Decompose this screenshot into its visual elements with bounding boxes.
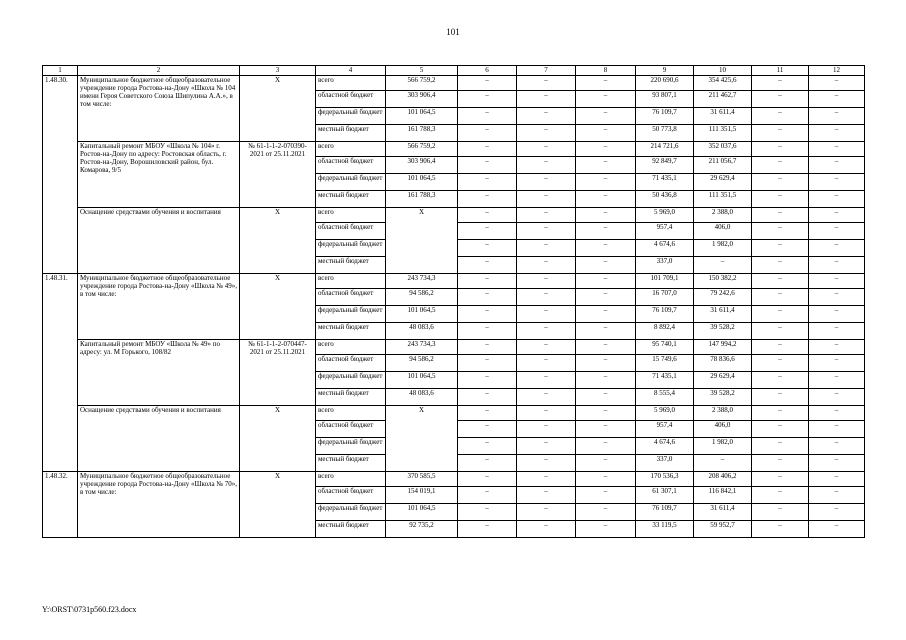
value-cell: – <box>576 472 636 487</box>
budget-type: всего <box>316 406 386 421</box>
item-code: X <box>240 208 316 274</box>
total-cost: 154 019,1 <box>386 487 458 504</box>
value-cell: – <box>576 257 636 274</box>
column-header-7: 7 <box>517 66 576 76</box>
value-cell: – <box>809 389 865 406</box>
value-cell: – <box>576 372 636 389</box>
value-cell: – <box>576 174 636 191</box>
value-cell: – <box>809 191 865 208</box>
value-cell: – <box>809 174 865 191</box>
value-cell: – <box>458 323 517 340</box>
item-name: Оснащение средствами обучения и воспитания <box>78 406 240 472</box>
value-cell: – <box>458 372 517 389</box>
item-code: X <box>240 406 316 472</box>
page-number: 101 <box>446 27 460 37</box>
value-cell: – <box>752 438 809 455</box>
value-cell: 1 982,0 <box>694 240 752 257</box>
value-cell: – <box>517 174 576 191</box>
value-cell: 31 611,4 <box>694 504 752 521</box>
item-name: Муниципальное бюджетное общеобразовательное учреждение города Ростова-на-Дону «Школа № 70», в том числе: <box>78 472 240 538</box>
value-cell: 92 849,7 <box>636 157 694 174</box>
value-cell: 337,0 <box>636 455 694 472</box>
value-cell: – <box>517 91 576 108</box>
column-header-6: 6 <box>458 66 517 76</box>
value-cell: – <box>517 257 576 274</box>
column-header-11: 11 <box>752 66 809 76</box>
table-row <box>43 340 865 355</box>
budget-type: федеральный бюджет <box>316 372 386 389</box>
value-cell: 76 109,7 <box>636 306 694 323</box>
value-cell: – <box>576 76 636 91</box>
total-cost: 48 083,6 <box>386 389 458 406</box>
value-cell: – <box>809 487 865 504</box>
table-row <box>43 274 865 289</box>
value-cell: – <box>576 421 636 438</box>
total-cost: X <box>386 208 458 274</box>
budget-type: федеральный бюджет <box>316 504 386 521</box>
value-cell: 337,0 <box>636 257 694 274</box>
value-cell: 61 307,1 <box>636 487 694 504</box>
value-cell: – <box>458 91 517 108</box>
value-cell: – <box>752 406 809 421</box>
value-cell: – <box>752 125 809 142</box>
value-cell: 101 709,1 <box>636 274 694 289</box>
column-header-2: 2 <box>78 66 240 76</box>
item-code: № 61-1-1-2-070447-2021 от 25.11.2021 <box>240 340 316 406</box>
value-cell: 29 629,4 <box>694 372 752 389</box>
value-cell: – <box>752 372 809 389</box>
value-cell: – <box>576 108 636 125</box>
budget-type: всего <box>316 472 386 487</box>
value-cell: 5 969,0 <box>636 208 694 223</box>
value-cell: 147 994,2 <box>694 340 752 355</box>
value-cell: 352 037,6 <box>694 142 752 157</box>
value-cell: – <box>517 191 576 208</box>
total-cost: 101 064,5 <box>386 504 458 521</box>
value-cell: 406,0 <box>694 421 752 438</box>
budget-type: всего <box>316 208 386 223</box>
total-cost: 161 788,3 <box>386 191 458 208</box>
value-cell: – <box>809 455 865 472</box>
item-code: X <box>240 274 316 340</box>
total-cost: 303 906,4 <box>386 157 458 174</box>
value-cell: – <box>809 521 865 538</box>
value-cell: – <box>458 125 517 142</box>
value-cell: 31 611,4 <box>694 108 752 125</box>
value-cell: – <box>752 257 809 274</box>
value-cell: 220 690,6 <box>636 76 694 91</box>
value-cell: 957,4 <box>636 223 694 240</box>
value-cell: – <box>809 323 865 340</box>
value-cell: 406,0 <box>694 223 752 240</box>
value-cell: – <box>752 306 809 323</box>
value-cell: – <box>576 455 636 472</box>
value-cell: 79 242,6 <box>694 289 752 306</box>
total-cost: 303 906,4 <box>386 91 458 108</box>
value-cell: – <box>517 323 576 340</box>
value-cell: – <box>809 306 865 323</box>
value-cell: – <box>752 355 809 372</box>
value-cell: – <box>517 125 576 142</box>
value-cell: – <box>458 223 517 240</box>
value-cell: – <box>576 142 636 157</box>
value-cell: 93 807,1 <box>636 91 694 108</box>
value-cell: 957,4 <box>636 421 694 438</box>
value-cell: – <box>694 257 752 274</box>
value-cell: – <box>809 372 865 389</box>
value-cell: 78 836,6 <box>694 355 752 372</box>
total-cost: 370 585,5 <box>386 472 458 487</box>
value-cell: 16 707,0 <box>636 289 694 306</box>
column-header-3: 3 <box>240 66 316 76</box>
budget-type: областной бюджет <box>316 421 386 438</box>
column-header-4: 4 <box>316 66 386 76</box>
value-cell: – <box>576 504 636 521</box>
value-cell: – <box>576 438 636 455</box>
value-cell: – <box>517 208 576 223</box>
value-cell: – <box>517 340 576 355</box>
value-cell: – <box>517 240 576 257</box>
value-cell: – <box>458 174 517 191</box>
item-name: Капитальный ремонт МБОУ «Школа № 104» г. Ростов-на-Дону по адресу: Ростовская область, г. Ростов-на-Дону, Ворошиловский район, бул. Комарова, 9/5 <box>78 142 240 208</box>
row-number: 1.48.32. <box>43 472 78 538</box>
budget-type: федеральный бюджет <box>316 174 386 191</box>
budget-type: федеральный бюджет <box>316 108 386 125</box>
value-cell: – <box>576 323 636 340</box>
value-cell: – <box>809 108 865 125</box>
value-cell: – <box>458 108 517 125</box>
value-cell: 31 611,4 <box>694 306 752 323</box>
value-cell: – <box>517 142 576 157</box>
value-cell: – <box>458 340 517 355</box>
total-cost: 566 759,2 <box>386 76 458 91</box>
value-cell: – <box>809 406 865 421</box>
value-cell: – <box>517 223 576 240</box>
table-row <box>43 406 865 421</box>
value-cell: – <box>752 108 809 125</box>
header-row <box>43 66 865 76</box>
value-cell: – <box>576 355 636 372</box>
budget-type: всего <box>316 340 386 355</box>
value-cell: – <box>576 208 636 223</box>
value-cell: – <box>458 504 517 521</box>
budget-type: областной бюджет <box>316 289 386 306</box>
value-cell: – <box>517 372 576 389</box>
budget-type: областной бюджет <box>316 355 386 372</box>
value-cell: 95 740,1 <box>636 340 694 355</box>
budget-type: местный бюджет <box>316 389 386 406</box>
footer-file-path: Y:\ORST\0731p560.f23.docx <box>42 605 137 614</box>
item-name: Муниципальное бюджетное общеобразовательное учреждение города Ростова-на-Дону «Школа № 104 имени Героя Советского Союза Шипулина А.А.», в том числе: <box>78 76 240 142</box>
total-cost: 161 788,3 <box>386 125 458 142</box>
value-cell: 8 892,4 <box>636 323 694 340</box>
value-cell: 111 351,5 <box>694 191 752 208</box>
value-cell: 211 056,7 <box>694 157 752 174</box>
total-cost: 94 586,2 <box>386 289 458 306</box>
column-header-12: 12 <box>809 66 865 76</box>
value-cell: – <box>576 125 636 142</box>
value-cell: – <box>517 421 576 438</box>
budget-type: областной бюджет <box>316 157 386 174</box>
total-cost: 566 759,2 <box>386 142 458 157</box>
value-cell: – <box>576 240 636 257</box>
value-cell: – <box>576 223 636 240</box>
value-cell: – <box>752 157 809 174</box>
value-cell: – <box>809 289 865 306</box>
budget-type: всего <box>316 142 386 157</box>
value-cell: – <box>458 355 517 372</box>
value-cell: 5 969,0 <box>636 406 694 421</box>
budget-type: местный бюджет <box>316 125 386 142</box>
value-cell: 50 773,8 <box>636 125 694 142</box>
value-cell: – <box>458 472 517 487</box>
value-cell: – <box>752 274 809 289</box>
value-cell: – <box>694 455 752 472</box>
value-cell: – <box>517 274 576 289</box>
item-name: Капитальный ремонт МБОУ «Школа № 49» по адресу: ул. М Горького, 108/82 <box>78 340 240 406</box>
value-cell: – <box>576 157 636 174</box>
table-row <box>43 142 865 157</box>
value-cell: – <box>576 389 636 406</box>
value-cell: – <box>752 472 809 487</box>
value-cell: – <box>517 355 576 372</box>
item-name: Муниципальное бюджетное общеобразовательное учреждение города Ростова-на-Дону «Школа № 49», в том числе: <box>78 274 240 340</box>
value-cell: 2 388,0 <box>694 208 752 223</box>
value-cell: – <box>517 472 576 487</box>
value-cell: 29 629,4 <box>694 174 752 191</box>
budget-type: федеральный бюджет <box>316 240 386 257</box>
value-cell: 76 109,7 <box>636 504 694 521</box>
value-cell: 4 674,6 <box>636 240 694 257</box>
value-cell: – <box>752 323 809 340</box>
total-cost: 101 064,5 <box>386 174 458 191</box>
value-cell: 4 674,6 <box>636 438 694 455</box>
value-cell: – <box>458 487 517 504</box>
value-cell: – <box>576 340 636 355</box>
value-cell: – <box>517 157 576 174</box>
value-cell: – <box>752 421 809 438</box>
value-cell: 214 721,6 <box>636 142 694 157</box>
value-cell: – <box>576 521 636 538</box>
budget-type: областной бюджет <box>316 223 386 240</box>
value-cell: – <box>458 257 517 274</box>
value-cell: – <box>809 274 865 289</box>
value-cell: – <box>458 157 517 174</box>
budget-type: местный бюджет <box>316 191 386 208</box>
value-cell: – <box>809 355 865 372</box>
value-cell: – <box>576 306 636 323</box>
row-number: 1.48.31. <box>43 274 78 472</box>
value-cell: – <box>809 125 865 142</box>
value-cell: – <box>752 487 809 504</box>
value-cell: – <box>752 289 809 306</box>
table-row <box>43 208 865 223</box>
value-cell: – <box>752 504 809 521</box>
value-cell: – <box>752 174 809 191</box>
value-cell: 2 388,0 <box>694 406 752 421</box>
value-cell: 71 435,1 <box>636 372 694 389</box>
value-cell: 1 982,0 <box>694 438 752 455</box>
budget-type: областной бюджет <box>316 487 386 504</box>
value-cell: – <box>458 438 517 455</box>
value-cell: – <box>517 406 576 421</box>
item-code: № 61-1-1-2-070390-2021 от 25.11.2021 <box>240 142 316 208</box>
value-cell: – <box>752 223 809 240</box>
total-cost: 101 064,5 <box>386 108 458 125</box>
column-header-10: 10 <box>694 66 752 76</box>
value-cell: – <box>458 306 517 323</box>
total-cost: 101 064,5 <box>386 372 458 389</box>
value-cell: 354 425,6 <box>694 76 752 91</box>
table-row <box>43 472 865 487</box>
value-cell: – <box>752 340 809 355</box>
value-cell: – <box>517 76 576 91</box>
value-cell: – <box>752 521 809 538</box>
value-cell: – <box>809 421 865 438</box>
value-cell: – <box>809 438 865 455</box>
value-cell: – <box>752 455 809 472</box>
budget-type: местный бюджет <box>316 521 386 538</box>
value-cell: – <box>752 389 809 406</box>
column-header-8: 8 <box>576 66 636 76</box>
budget-type: всего <box>316 274 386 289</box>
value-cell: 76 109,7 <box>636 108 694 125</box>
total-cost: 48 083,6 <box>386 323 458 340</box>
value-cell: – <box>458 208 517 223</box>
value-cell: – <box>809 223 865 240</box>
value-cell: 150 382,2 <box>694 274 752 289</box>
value-cell: – <box>752 208 809 223</box>
total-cost: 101 064,5 <box>386 306 458 323</box>
item-code: X <box>240 76 316 142</box>
value-cell: – <box>517 289 576 306</box>
value-cell: – <box>517 108 576 125</box>
value-cell: – <box>576 487 636 504</box>
table-row <box>43 76 865 91</box>
budget-type: федеральный бюджет <box>316 306 386 323</box>
value-cell: – <box>809 504 865 521</box>
total-cost: 243 734,3 <box>386 274 458 289</box>
value-cell: – <box>576 274 636 289</box>
value-cell: – <box>458 240 517 257</box>
total-cost: 243 734,3 <box>386 340 458 355</box>
value-cell: – <box>809 240 865 257</box>
item-code: X <box>240 472 316 538</box>
budget-type: всего <box>316 76 386 91</box>
value-cell: 71 435,1 <box>636 174 694 191</box>
value-cell: – <box>752 240 809 257</box>
value-cell: – <box>458 389 517 406</box>
value-cell: – <box>809 472 865 487</box>
value-cell: – <box>458 521 517 538</box>
total-cost: 94 586,2 <box>386 355 458 372</box>
value-cell: 211 462,7 <box>694 91 752 108</box>
value-cell: – <box>458 191 517 208</box>
value-cell: – <box>576 406 636 421</box>
value-cell: 15 749,6 <box>636 355 694 372</box>
value-cell: 33 119,5 <box>636 521 694 538</box>
value-cell: – <box>752 76 809 91</box>
value-cell: – <box>576 191 636 208</box>
value-cell: – <box>517 487 576 504</box>
value-cell: – <box>576 289 636 306</box>
value-cell: – <box>517 455 576 472</box>
value-cell: – <box>517 521 576 538</box>
value-cell: – <box>517 306 576 323</box>
column-header-1: 1 <box>43 66 78 76</box>
value-cell: – <box>809 208 865 223</box>
value-cell: 59 952,7 <box>694 521 752 538</box>
value-cell: 111 351,5 <box>694 125 752 142</box>
value-cell: – <box>809 142 865 157</box>
row-number: 1.48.30. <box>43 76 78 274</box>
value-cell: – <box>809 340 865 355</box>
value-cell: – <box>458 406 517 421</box>
value-cell: – <box>809 91 865 108</box>
value-cell: – <box>458 421 517 438</box>
value-cell: – <box>809 257 865 274</box>
budget-type: местный бюджет <box>316 455 386 472</box>
total-cost: X <box>386 406 458 472</box>
value-cell: – <box>809 76 865 91</box>
budget-type: федеральный бюджет <box>316 438 386 455</box>
value-cell: 208 406,2 <box>694 472 752 487</box>
budget-type: областной бюджет <box>316 91 386 108</box>
value-cell: 170 536,3 <box>636 472 694 487</box>
value-cell: – <box>458 76 517 91</box>
value-cell: – <box>517 438 576 455</box>
value-cell: – <box>809 157 865 174</box>
budget-table <box>42 65 865 538</box>
column-header-5: 5 <box>386 66 458 76</box>
value-cell: 39 528,2 <box>694 389 752 406</box>
value-cell: – <box>458 142 517 157</box>
budget-type: местный бюджет <box>316 323 386 340</box>
value-cell: – <box>458 289 517 306</box>
value-cell: 50 436,8 <box>636 191 694 208</box>
value-cell: 8 555,4 <box>636 389 694 406</box>
value-cell: – <box>752 91 809 108</box>
value-cell: 116 842,1 <box>694 487 752 504</box>
total-cost: 92 735,2 <box>386 521 458 538</box>
item-name: Оснащение средствами обучения и воспитания <box>78 208 240 274</box>
value-cell: – <box>517 389 576 406</box>
value-cell: – <box>752 191 809 208</box>
value-cell: – <box>752 142 809 157</box>
column-header-9: 9 <box>636 66 694 76</box>
value-cell: – <box>517 504 576 521</box>
value-cell: – <box>458 455 517 472</box>
value-cell: – <box>576 91 636 108</box>
budget-type: местный бюджет <box>316 257 386 274</box>
value-cell: – <box>458 274 517 289</box>
value-cell: 39 528,2 <box>694 323 752 340</box>
